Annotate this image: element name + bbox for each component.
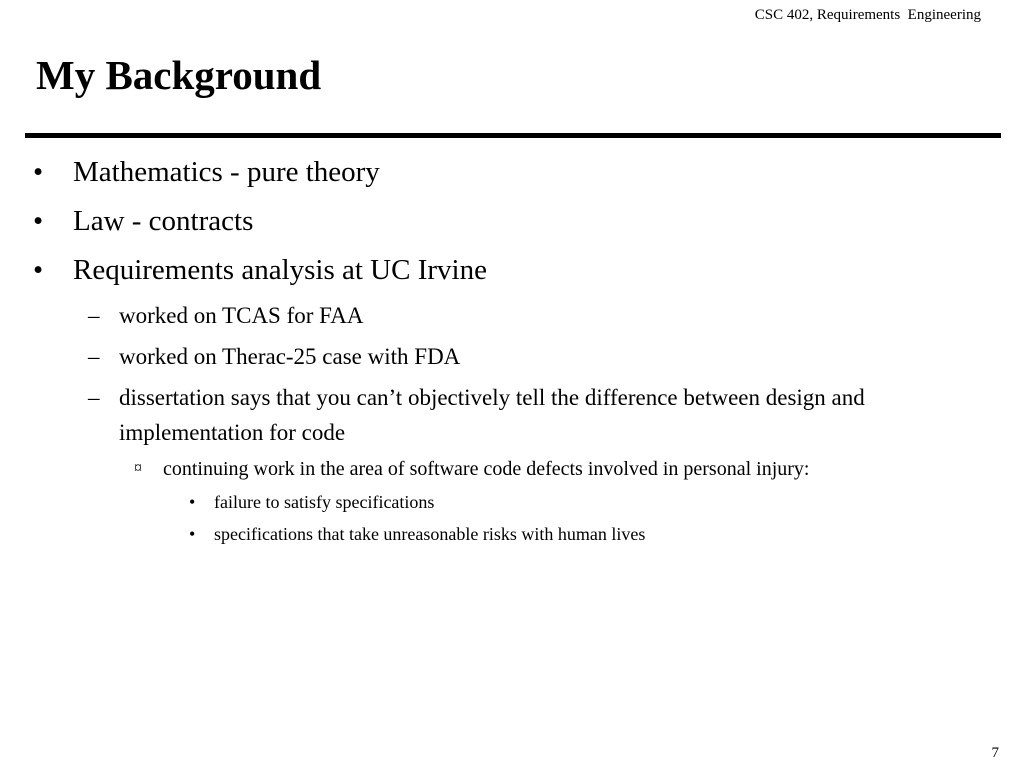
bullet-text: Requirements analysis at UC Irvine — [73, 254, 487, 286]
dash-marker: – — [88, 303, 100, 328]
fourth-level-text: failure to satisfy specifications — [214, 492, 435, 512]
bullet-item-mathematics — [33, 155, 973, 190]
third-level-text: continuing work in the area of software code defects involved in personal injury: — [163, 458, 810, 480]
sub-bullet-therac — [88, 339, 1004, 374]
dash-marker: – — [88, 385, 100, 410]
bullet-marker: • — [33, 254, 44, 286]
fourth-level-item-failure — [189, 492, 994, 514]
bullet-marker: • — [33, 205, 44, 237]
page-number: 7 — [991, 745, 999, 761]
bullet-text: Law - contracts — [73, 205, 254, 237]
sub-bullet-tcas — [88, 298, 1004, 333]
dash-marker: – — [88, 344, 100, 369]
course-header: CSC 402, Requirements Engineering — [754, 7, 981, 23]
fourth-level-text: specifications that take unreasonable risks with human lives — [214, 524, 646, 544]
bullet-marker: • — [189, 492, 196, 512]
fourth-level-item-risks — [189, 524, 994, 546]
sub-bullet-text: worked on TCAS for FAA — [119, 303, 364, 328]
bullet-item-law — [33, 204, 973, 239]
bullet-marker: • — [189, 524, 196, 544]
slide-title: My Background — [36, 52, 322, 98]
currency-sign-marker: ¤ — [134, 460, 142, 477]
sub-bullet-dissertation — [88, 380, 1004, 450]
third-level-item-continuing-work — [134, 457, 1013, 481]
bullet-item-requirements — [33, 253, 973, 288]
bullet-text: Mathematics - pure theory — [73, 156, 380, 188]
sub-bullet-text: dissertation says that you can’t objectively tell the difference between design and implementation for code — [119, 385, 865, 445]
sub-bullet-text: worked on Therac-25 case with FDA — [119, 344, 461, 369]
bullet-marker: • — [33, 156, 44, 188]
